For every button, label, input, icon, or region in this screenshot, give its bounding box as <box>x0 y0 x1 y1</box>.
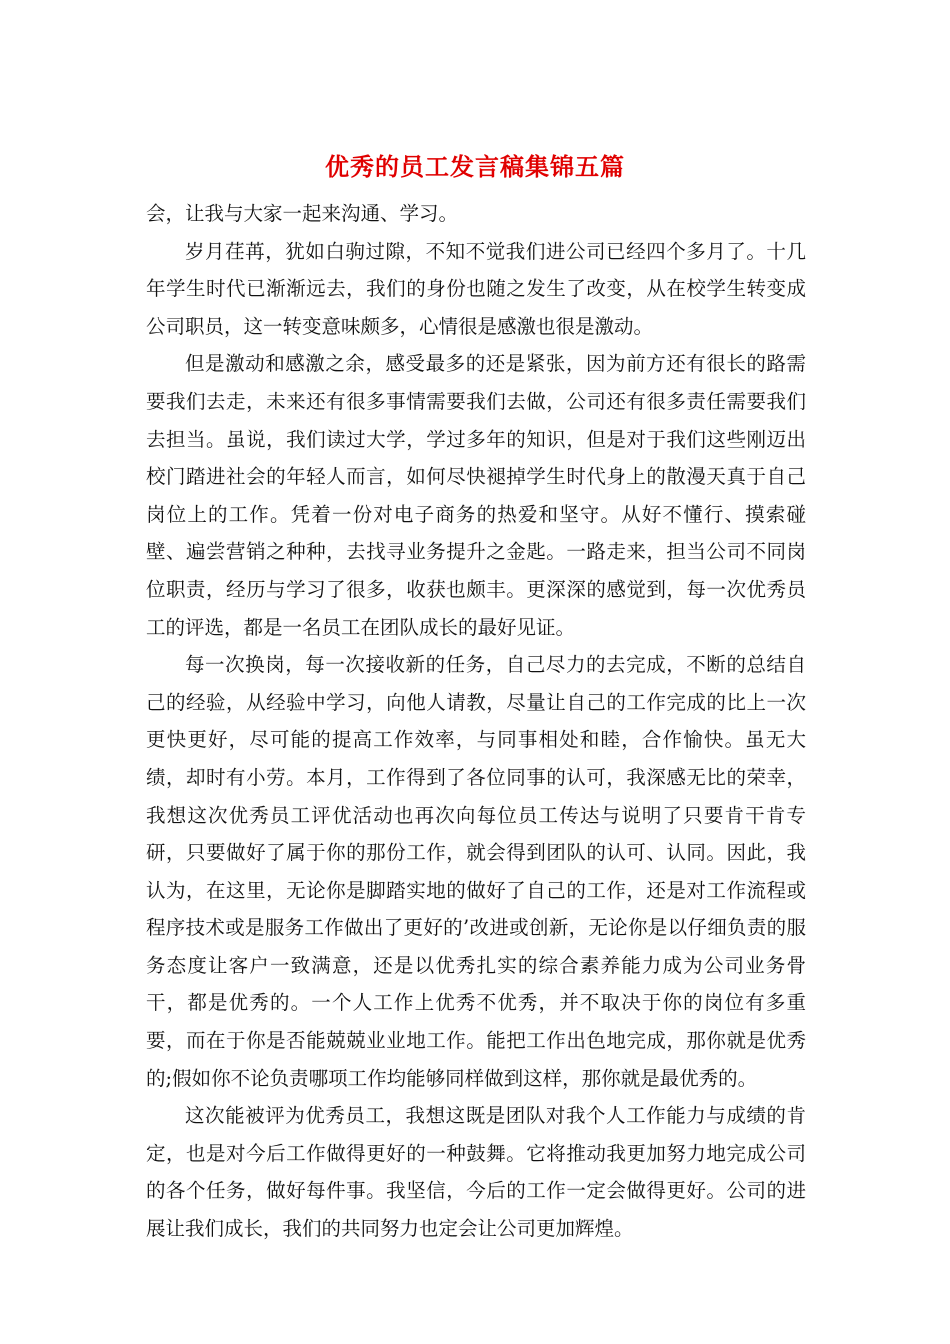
document-title: 优秀的员工发言稿集锦五篇 <box>325 152 625 181</box>
document-body <box>146 195 806 1248</box>
paragraph-continuation: 会，让我与大家一起来沟通、学习。 <box>146 202 459 225</box>
paragraph: 但是激动和感激之余，感受最多的还是紧张，因为前方还有很长的路需要我们去走，未来还有很多事情需要我们去做，公司还有很多责任需要我们去担当。虽说，我们读过大学，学过多年的知识，但是对于我们这些刚迈出校门踏进社会的年轻人而言，如何尽快褪掉学生时代身上的散漫天真于自己岗位上的工作。凭着一份对电子商务的热爱和坚守。从好不懂行、摸索碰壁、遍尝营销之种种，去找寻业务提升之金匙。一路走来，担当公司不同岗位职责，经历与学习了很多，收获也颇丰。更深深的感觉到，每一次优秀员工的评选，都是一名员工在团队成长的最好见证。 <box>146 352 806 639</box>
paragraph: 这次能被评为优秀员工，我想这既是团队对我个人工作能力与成绩的肯定，也是对今后工作做得更好的一种鼓舞。它将推动我更加努力地完成公司的各个任务，做好每件事。我坚信，今后的工作一定会做得更好。公司的进展让我们成长，我们的共同努力也定会让公司更加辉煌。 <box>146 1104 806 1241</box>
paragraph: 每一次换岗，每一次接收新的任务，自己尽力的去完成，不断的总结自己的经验，从经验中学习，向他人请教，尽量让自己的工作完成的比上一次更快更好，尽可能的提高工作效率，与同事相处和睦，合作愉快。虽无大绩，却时有小劳。本月，工作得到了各位同事的认可，我深感无比的荣幸，我想这次优秀员工评优活动也再次向每位员工传达与说明了只要肯干肯专研，只要做好了属于你的那份工作，就会得到团队的认可、认同。因此，我认为，在这里，无论你是脚踏实地的做好了自己的工作，还是对工作流程或程序技术或是服务工作做出了更好的’改进或创新，无论你是以仔细负责的服务态度让客户一致满意，还是以优秀扎实的综合素养能力成为公司业务骨干，都是优秀的。一个人工作上优秀不优秀，并不取决于你的岗位有多重要，而在于你是否能兢兢业业地工作。能把工作出色地完成，那你就是优秀的;假如你不论负责哪项工作均能够同样做到这样，那你就是最优秀的。 <box>146 653 806 1090</box>
paragraph: 岁月荏苒，犹如白驹过隙，不知不觉我们进公司已经四个多月了。十几年学生时代已渐渐远去，我们的身份也随之发生了改变，从在校学生转变成公司职员，这一转变意味颇多，心情很是感激也很是激动。 <box>146 239 806 338</box>
